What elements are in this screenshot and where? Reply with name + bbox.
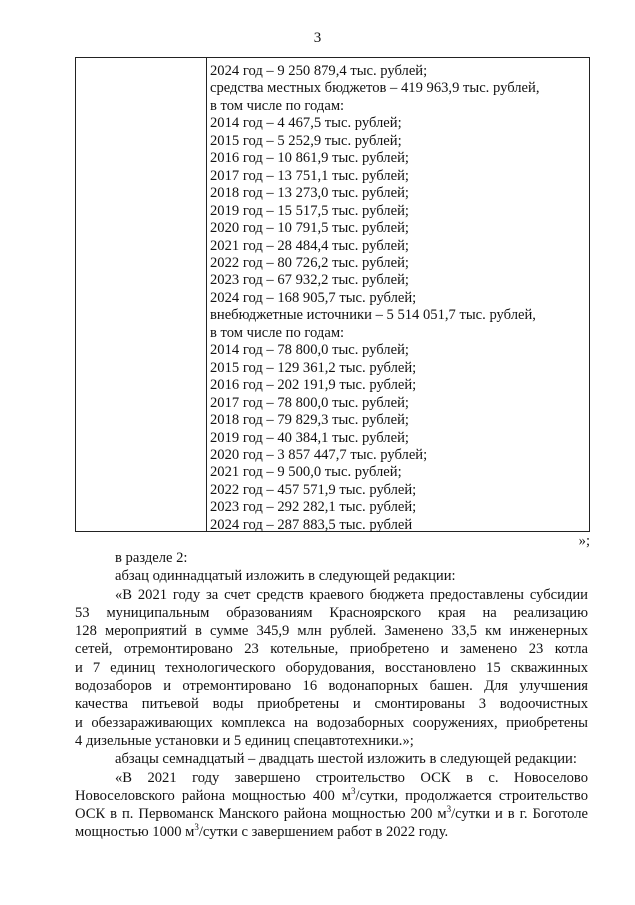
quote-2-line: Новоселовского района мощностью 400 $м^3$/сутки, продолжается строительство bbox=[75, 786, 588, 804]
table-column-divider bbox=[206, 58, 207, 531]
quote-1-line: 4 дизельные установки и 5 единиц спецавтотехники.»; bbox=[75, 732, 414, 749]
table-line: 2018 год – 13 273,0 тыс. рублей; bbox=[210, 185, 409, 202]
table-line: 2021 год – 28 484,4 тыс. рублей; bbox=[210, 237, 409, 254]
table-line: 2017 год – 78 800,0 тыс. рублей; bbox=[210, 394, 409, 411]
quote-paragraph-1 bbox=[75, 586, 588, 751]
table-line: 2020 год – 3 857 447,7 тыс. рублей; bbox=[210, 446, 428, 463]
table-line: 2023 год – 292 282,1 тыс. рублей; bbox=[210, 499, 417, 516]
table-line: 2022 год – 457 571,9 тыс. рублей; bbox=[210, 481, 417, 498]
quote-2-line: ОСК в п. Первоманск Манского района мощностью 200 $м^3$/сутки и в г. Боготоле bbox=[75, 804, 588, 823]
table-line: 2015 год – 129 361,2 тыс. рублей; bbox=[210, 359, 417, 376]
table-line: 2016 год – 202 191,9 тыс. рублей; bbox=[210, 377, 417, 394]
page-number: 3 bbox=[313, 30, 322, 46]
table-line: 2019 год – 15 517,5 тыс. рублей; bbox=[210, 202, 409, 219]
table-line: 2015 год – 5 252,9 тыс. рублей; bbox=[210, 132, 402, 149]
instruction-paragraph-2: абзацы семнадцатый – двадцать шестой изложить в следующей редакции: bbox=[115, 751, 577, 768]
table-line: 2014 год – 4 467,5 тыс. рублей; bbox=[210, 115, 402, 132]
quote-1-line: «В 2021 году за счет средств краевого бюджета предоставлены субсидии bbox=[115, 586, 588, 603]
table-line: 2024 год – 9 250 879,4 тыс. рублей; bbox=[210, 63, 428, 79]
quote-1-line: 128 мероприятий в сумме 345,9 млн рублей. Заменено 33,5 км инженерных bbox=[75, 623, 588, 640]
table-line: 2019 год – 40 384,1 тыс. рублей; bbox=[210, 429, 409, 446]
quote-2-line: мощностью 1000 $м^3$/сутки с завершением работ в 2022 году. bbox=[75, 822, 449, 841]
table-line: средства местных бюджетов – 419 963,9 тыс. рублей, bbox=[210, 80, 540, 97]
table-line: в том числе по годам: bbox=[210, 324, 345, 341]
quote-1-line: сетей, отремонтировано 23 котельные, приобретено и заменено 23 котла bbox=[75, 641, 588, 658]
quote-1-line: водозаборов и отремонтировано 16 водонапорных башен. Для улучшения bbox=[75, 678, 588, 695]
closing-quote-mark: »; bbox=[578, 533, 590, 549]
table-cell-financing bbox=[210, 63, 585, 534]
table-line: 2023 год – 67 932,2 тыс. рублей; bbox=[210, 272, 409, 289]
financing-table bbox=[75, 57, 590, 532]
body-text bbox=[75, 549, 588, 842]
table-line: в том числе по годам: bbox=[210, 97, 345, 114]
quote-1-line: 53 муниципальным образованиям Красноярского края на реализацию bbox=[75, 604, 588, 621]
table-line: 2022 год – 80 726,2 тыс. рублей; bbox=[210, 254, 409, 271]
quote-2-line: «В 2021 году завершено строительство ОСК в с. Новоселово bbox=[115, 769, 588, 786]
instruction-paragraph-1: абзац одиннадцатый изложить в следующей редакции: bbox=[115, 568, 456, 585]
table-line: 2014 год – 78 800,0 тыс. рублей; bbox=[210, 342, 409, 359]
table-line: 2024 год – 168 905,7 тыс. рублей; bbox=[210, 289, 417, 306]
table-line: 2021 год – 9 500,0 тыс. рублей; bbox=[210, 464, 402, 481]
quote-1-line: качества питьевой воды приобретены и смонтированы 3 водоочистных bbox=[75, 696, 588, 713]
table-line: 2018 год – 79 829,3 тыс. рублей; bbox=[210, 412, 409, 429]
quote-1-line: и 7 единиц технологического оборудования, восстановлено 15 скважинных bbox=[75, 659, 588, 676]
section-label: в разделе 2: bbox=[115, 550, 188, 566]
table-line: 2017 год – 13 751,1 тыс. рублей; bbox=[210, 167, 409, 184]
table-line: 2016 год – 10 861,9 тыс. рублей; bbox=[210, 150, 409, 167]
quote-1-line: и обеззараживающих комплекса на водозаборных сооружениях, приобретены bbox=[75, 714, 588, 731]
table-line: 2024 год – 287 883,5 тыс. рублей bbox=[210, 516, 413, 533]
table-line: 2020 год – 10 791,5 тыс. рублей; bbox=[210, 220, 409, 237]
table-line: внебюджетные источники – 5 514 051,7 тыс. рублей, bbox=[210, 307, 536, 324]
quote-paragraph-2 bbox=[75, 769, 588, 842]
